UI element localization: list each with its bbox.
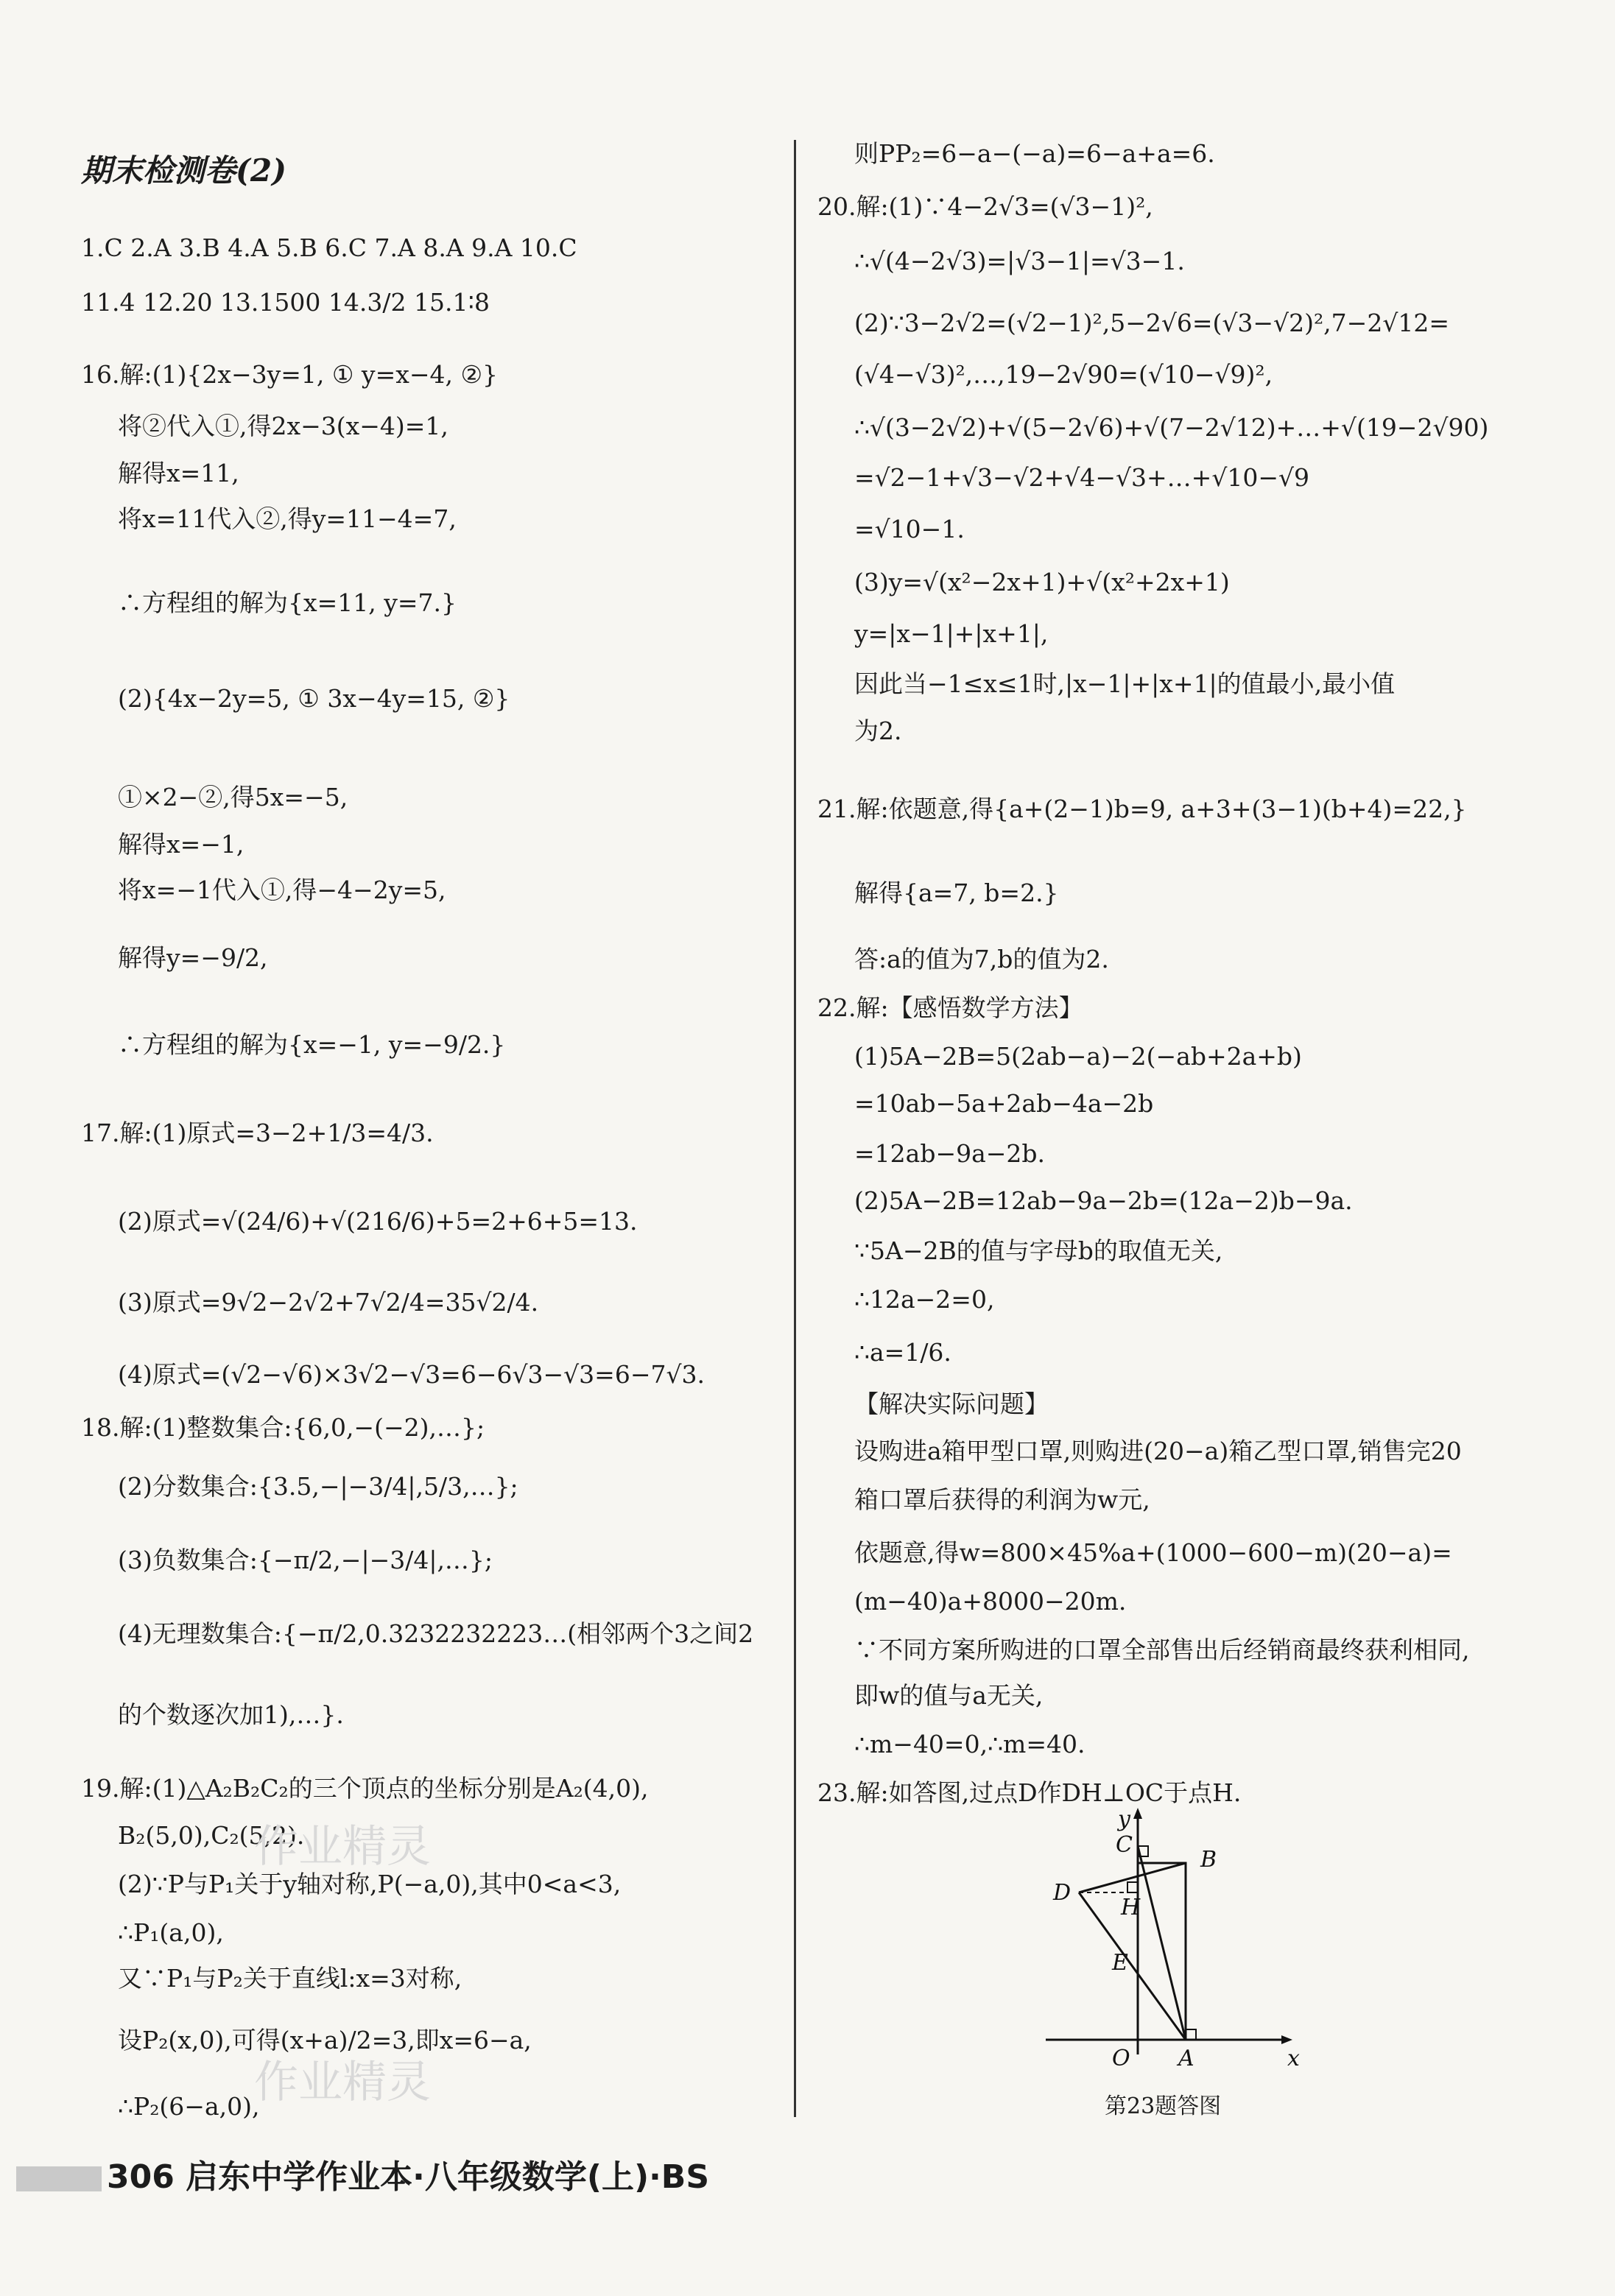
left-line: ①×2−②,得5x=−5, [118,783,348,811]
right-line: ∴√(3−2√2)+√(5−2√6)+√(7−2√12)+…+√(19−2√90) [854,413,1489,442]
right-line: ∵5A−2B的值与字母b的取值无关, [854,1236,1223,1265]
left-line: ∴方程组的解为{x=11, y=7.} [118,588,457,617]
left-line: 又∵P₁与P₂关于直线l:x=3对称, [118,1964,462,1993]
left-line: ∴方程组的解为{x=−1, y=−9/2.} [118,1030,506,1059]
right-line: =12ab−9a−2b. [854,1139,1046,1168]
page-footer: 306 启东中学作业本·八年级数学(上)·BS [107,2158,710,2196]
left-line: 解得x=11, [118,459,239,487]
left-line: B₂(5,0),C₂(5,2). [118,1821,305,1850]
left-line: (2)原式=√(24/6)+√(216/6)+5=2+6+5=13. [118,1207,638,1236]
right-line: 21.解:依题意,得{a+(2−1)b=9, a+3+(3−1)(b+4)=22,} [817,795,1467,823]
right-line: ∴12a−2=0, [854,1285,995,1314]
right-line: 【解决实际问题】 [854,1390,1049,1418]
label-e: E [1112,1950,1128,1976]
left-line: 将x=−1代入①,得−4−2y=5, [118,876,446,904]
left-line: 1.C 2.A 3.B 4.A 5.B 6.C 7.A 8.A 9.A 10.C [81,233,577,262]
right-line: (√4−√3)²,…,19−2√90=(√10−√9)², [854,360,1273,389]
right-line: (2)5A−2B=12ab−9a−2b=(12a−2)b−9a. [854,1186,1353,1215]
left-line: 的个数逐次加1),…}. [118,1700,344,1729]
left-line: 18.解:(1)整数集合:{6,0,−(−2),…}; [81,1413,485,1442]
right-line: (2)∵3−2√2=(√2−1)²,5−2√6=(√3−√2)²,7−2√12= [854,309,1449,337]
right-line: ∴a=1/6. [854,1338,951,1367]
right-line: (3)y=√(x²−2x+1)+√(x²+2x+1) [854,568,1230,596]
watermark-1: 作业精灵 [254,1821,431,1873]
left-line: 11.4 12.20 13.1500 14.3/2 15.1∶8 [81,288,490,317]
left-line: (3)原式=9√2−2√2+7√2/4=35√2/4. [118,1288,539,1317]
right-line: 20.解:(1)∵4−2√3=(√3−1)², [817,192,1153,221]
right-line: 设购进a箱甲型口罩,则购进(20−a)箱乙型口罩,销售完20 [854,1437,1462,1465]
page-title: 期末检测卷(2) [81,152,286,189]
right-line: 即w的值与a无关, [854,1681,1044,1710]
right-line: 答:a的值为7,b的值为2. [854,945,1109,973]
left-line: (2)分数集合:{3.5,−|−3/4|,5/3,…}; [118,1472,518,1501]
right-line: (1)5A−2B=5(2ab−a)−2(−ab+2a+b) [854,1042,1302,1071]
left-line: 17.解:(1)原式=3−2+1/3=4/3. [81,1119,434,1147]
left-line: (2)∵P与P₁关于y轴对称,P(−a,0),其中0<a<3, [118,1870,622,1898]
label-h: H [1121,1895,1141,1920]
left-line: (2){4x−2y=5, ① 3x−4y=15, ②} [118,684,510,713]
footer-bar [16,2166,102,2191]
right-line: y=|x−1|+|x+1|, [854,619,1049,648]
left-line: 将②代入①,得2x−3(x−4)=1, [118,412,448,440]
right-line: 箱口罩后获得的利润为w元, [854,1485,1150,1514]
right-line: ∴m−40=0,∴m=40. [854,1730,1086,1758]
right-line: ∴√(4−2√3)=|√3−1|=√3−1. [854,247,1185,275]
left-line: 解得x=−1, [118,830,244,859]
right-line: 22.解:【感悟数学方法】 [817,993,1083,1022]
right-line: 为2. [854,716,902,745]
left-line: (4)无理数集合:{−π/2,0.3232232223…(相邻两个3之间2 [118,1619,754,1648]
right-angle-h [1127,1882,1138,1892]
label-b: B [1200,1847,1217,1873]
right-line: ∵不同方案所购进的口罩全部售出后经销商最终获利相同, [854,1635,1470,1664]
right-line: =10ab−5a+2ab−4a−2b [854,1089,1154,1118]
left-line: 16.解:(1){2x−3y=1, ① y=x−4, ②} [81,360,499,389]
label-x: x [1287,2046,1300,2071]
label-a: A [1178,2046,1194,2071]
left-line: 设P₂(x,0),可得(x+a)/2=3,即x=6−a, [118,2026,532,2054]
label-o: O [1112,2046,1130,2071]
x-axis-arrow [1281,2035,1292,2044]
right-line: (m−40)a+8000−20m. [854,1587,1127,1616]
right-line: 23.解:如答图,过点D作DH⊥OC于点H. [817,1778,1242,1807]
right-line: 因此当−1≤x≤1时,|x−1|+|x+1|的值最小,最小值 [854,669,1396,698]
geometry-figure-23 [1038,1804,1311,2077]
watermark-2: 作业精灵 [254,2057,431,2108]
left-line: ∴P₂(6−a,0), [118,2092,260,2121]
left-line: (4)原式=(√2−√6)×3√2−√3=6−6√3−√3=6−7√3. [118,1360,705,1389]
right-line: 依题意,得w=800×45%a+(1000−600−m)(20−a)= [854,1538,1452,1567]
label-y: y [1118,1806,1130,1832]
left-line: (3)负数集合:{−π/2,−|−3/4|,…}; [118,1546,493,1574]
right-line: =√2−1+√3−√2+√4−√3+…+√10−√9 [854,463,1310,492]
figure-caption: 第23题答图 [1105,2093,1222,2119]
right-angle-a [1186,2029,1196,2040]
left-line: 将x=11代入②,得y=11−4=7, [118,504,457,533]
y-axis-arrow [1133,1808,1142,1819]
label-d: D [1053,1880,1072,1906]
column-divider [794,140,796,2117]
right-line: 解得{a=7, b=2.} [854,878,1059,907]
label-c: C [1116,1832,1133,1858]
right-line: 则PP₂=6−a−(−a)=6−a+a=6. [854,139,1215,168]
left-line: ∴P₁(a,0), [118,1918,224,1947]
left-line: 19.解:(1)△A₂B₂C₂的三个顶点的坐标分别是A₂(4,0), [81,1774,649,1803]
left-line: 解得y=−9/2, [118,943,268,972]
right-line: =√10−1. [854,515,965,543]
segment-db [1079,1863,1186,1892]
